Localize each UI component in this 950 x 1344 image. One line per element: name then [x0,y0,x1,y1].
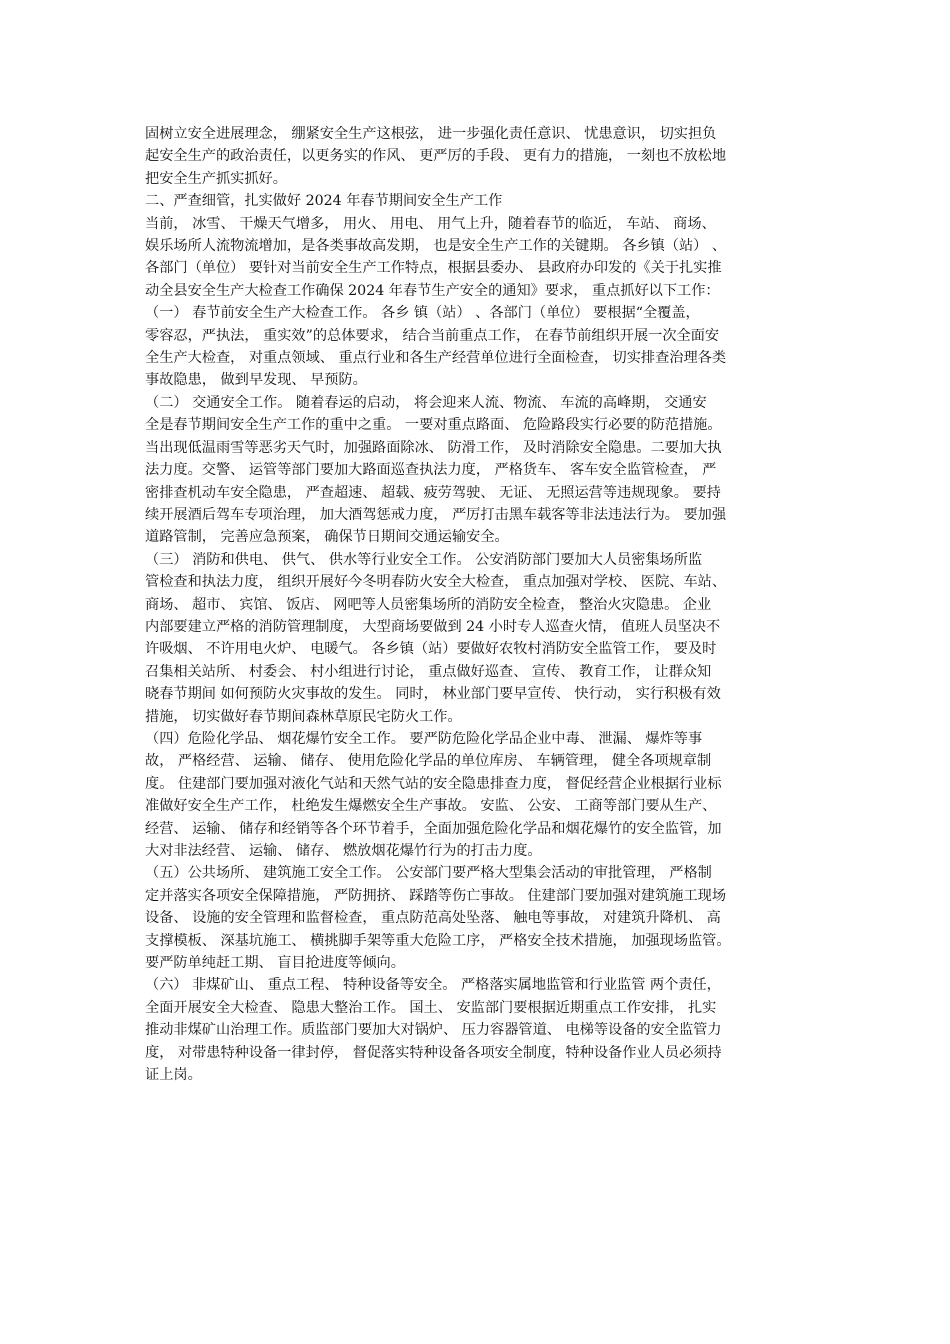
text-line: 内部要建立严格的消防管理制度， 大型商场要做到 24 小时专人巡查火情， 值班人员坚决不 [145,618,721,635]
text-line: 召集相关站所、 村委会、 村小组进行讨论， 重点做好巡查、 宣传、 教育工作， 让群众知 [145,663,712,680]
text-line: 度。 住建部门要加强对液化气站和天然气站的安全隐患排查力度， 督促经营企业根据行业标 [145,775,722,792]
text-line: 全面开展安全大检查、 隐患大整治工作。 国土、 安监部门要根据近期重点工作安排， 扎实 [145,999,717,1016]
text-line: （六） 非煤矿山、 重点工程、 特种设备等安全。 严格落实属地监管和行业监管 两个责任， [145,977,721,994]
text-line: 全是春节期间安全生产工作的重中之重。 一要对重点路面、 危险路段实行必要的防范措施。 [145,417,722,434]
text-line: 故， 严格经营、 运输、 储存、 使用危险化学品的单位库房、 车辆管理， 健全各项规章制 [145,753,712,770]
text-line: 证上岗。 [145,1067,202,1084]
section-intro-paragraph [145,213,817,303]
text-line: 要严防单纯赶工期、 盲目抢进度等倾向。 [145,955,405,972]
text-line: 事故隐患， 做到早发现、 早预防。 [145,372,367,389]
document-page [145,123,817,1086]
text-line: 密排查机动车安全隐患， 严查超速、 超载、疲劳驾驶、 无证、 无照运营等违规现象。 要持 [145,484,721,501]
text-line: 设备、 设施的安全管理和监督检查， 重点防范高处坠落、 触电等事故， 对建筑升降机、 高 [145,910,721,927]
text-line: 道路管制， 完善应急预案， 确保节日期间交通运输安全。 [145,529,509,546]
heading-text: 二、严查细管，扎实做好 2024 年春节期间安全生产工作 [145,193,503,210]
text-line: 支撑模板、 深基坑施工、 横挑脚手架等重大危险工序， 严格安全技术措施， 加强现场监管。 [145,932,731,949]
text-line: 晓春节期间 如何预防火灾事故的发生。 同时， 林业部门要早宣传、 快行动， 实行积极有效 [145,686,721,703]
text-line: 推动非煤矿山治理工作。质监部门要加大对锅炉、 压力容器管道、 电梯等设备的安全监管力 [145,1022,722,1039]
text-line: （五）公共场所、 建筑施工安全工作。 公安部门要严格大型集会活动的审批管理， 严格制 [145,865,712,882]
text-line: 措施， 切实做好春节期间森林草原民宅防火工作。 [145,708,462,725]
text-line: （四）危险化学品、 烟花爆竹安全工作。 要严防危险化学品企业中毒、 泄漏、 爆炸等事 [145,730,703,747]
text-line: 管检查和执法力度， 组织开展好今冬明春防火安全大检查， 重点加强对学校、 医院、车站、 [145,574,727,591]
text-line: 各部门（单位） 要针对当前安全生产工作特点，根据县委办、 县政府办印发的《关于扎实推 [145,260,722,277]
text-line: 当前， 冰雪、 干燥天气增多， 用火、 用电、 用气上升，随着春节的临近， 车站、 商场、 [145,215,716,232]
item-1-paragraph [145,302,817,392]
text-line: 续开展酒后驾车专项治理， 加大酒驾惩戒力度， 严厉打击黑车载客等非法违法行为。 要加强 [145,506,727,523]
text-line: 经营、 运输、 储存和经销等各个环节着手，全面加强危险化学品和烟花爆竹的安全监管，加 [145,820,722,837]
text-line: 法力度。交警、 运管等部门要加大路面巡查执法力度， 严格货车、 客车安全监管检查， 严 [145,462,717,479]
text-line: 固树立安全进展理念， 绷紧安全生产这根弦， 进一步强化责任意识、 忧患意识， 切实担负 [145,126,717,142]
text-line: 大对非法经营、 运输、 储存、 燃放烟花爆竹行为的打击力度。 [145,843,542,859]
text-line: 起安全生产的政治责任，以更务实的作风、 更严厉的手段、 更有力的措施， 一刻也不放松地 [145,148,727,165]
text-line: 零容忍，严执法， 重实效”的总体要求， 结合当前重点工作， 在春节前组织开展一次全面安 [145,327,720,344]
text-line: 把安全生产抓实抓好。 [145,170,287,187]
intro-paragraph [145,123,817,190]
item-2-paragraph [145,392,817,549]
text-line: 全生产大检查， 对重点领域、 重点行业和各生产经营单位进行全面检查， 切实排查治理各类 [145,350,727,367]
text-line: 定并落实各项安全保障措施， 严防拥挤、 踩踏等伤亡事故。 住建部门要加强对建筑施工现场 [145,887,727,904]
text-line: 度， 对带患特种设备一律封停， 督促落实特种设备各项安全制度，特种设备作业人员必须持 [145,1044,722,1061]
item-3-paragraph [145,549,817,728]
text-line: （二） 交通安全工作。 随着春运的启动， 将会迎来人流、物流、 车流的高峰期， 交通安 [145,394,707,411]
item-5-paragraph [145,862,817,974]
text-line: 商场、 超市、 宾馆、 饭店、 网吧等人员密集场所的消防安全检查， 整治火灾隐患。 企业 [145,596,712,613]
text-line: 娱乐场所人流物流增加，是各类事故高发期， 也是安全生产工作的关键期。 各乡镇（站） 、 [145,238,727,255]
text-line: （一） 春节前安全生产大检查工作。 各乡 镇（站） 、各部门（单位） 要根据“全覆盖， [145,305,700,322]
text-line: （三） 消防和供电、 供气、 供水等行业安全工作。 公安消防部门要加大人员密集场所监 [145,551,703,568]
text-line: 许吸烟、 不许用电火炉、 电暖气。 各乡镇（站）要做好农牧村消防安全监管工作， 要及时 [145,641,717,658]
section-heading [145,190,817,212]
text-line: 当出现低温雨雪等恶劣天气时，加强路面除冰、 防滑工作， 及时消除安全隐患。二要加大执 [145,439,722,456]
text-line: 准做好安全生产工作， 杜绝发生爆燃安全生产事故。 安监、 公安、 工商等部门要从生产、 [145,798,717,815]
text-line: 动全县安全生产大检查工作确保 2024 年春节生产安全的通知》要求， 重点抓好以下工作： [145,282,720,299]
item-6-paragraph [145,974,817,1086]
item-4-paragraph [145,728,817,862]
